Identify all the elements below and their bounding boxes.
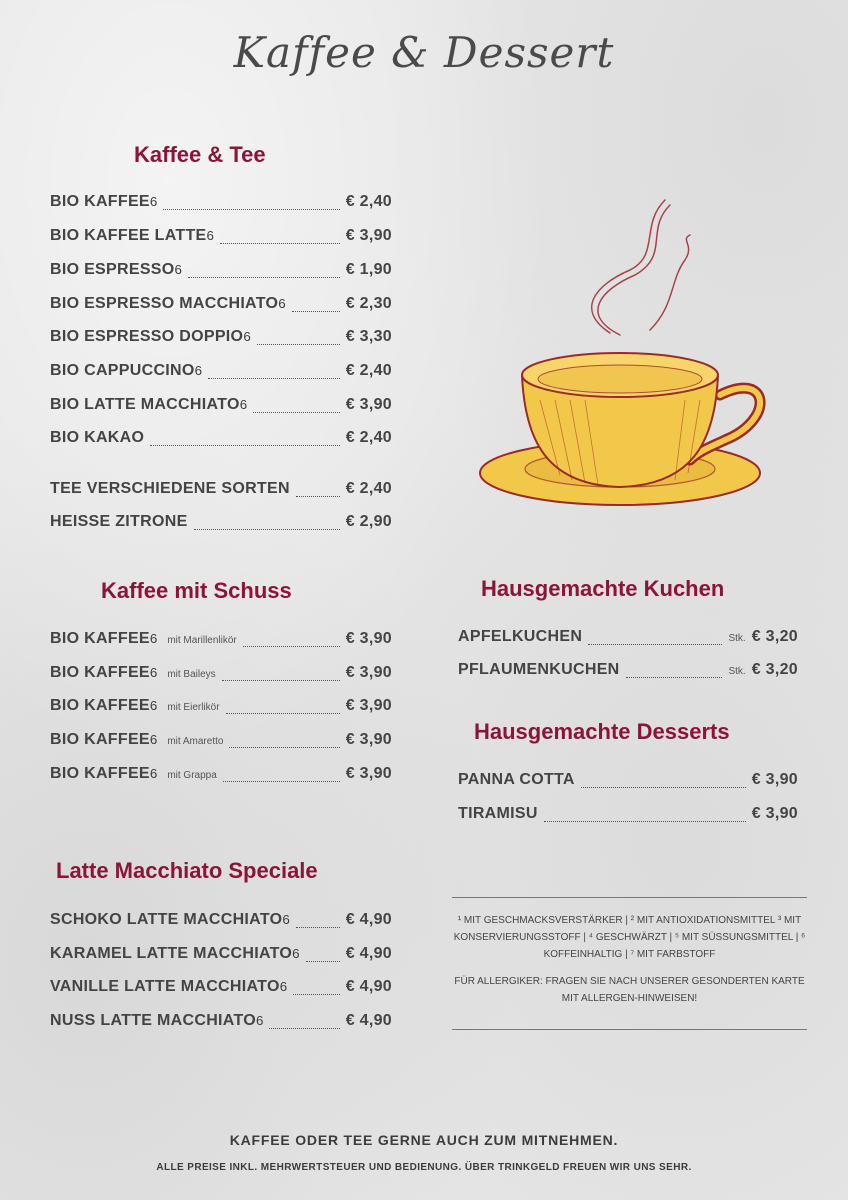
- menu-item-price: € 2,30: [345, 295, 392, 312]
- dot-leader: [222, 680, 340, 681]
- menu-item-name: VANILLE LATTE MACCHIATO: [50, 978, 280, 995]
- menu-item: [50, 429, 392, 451]
- menu-item-variant: mit Eierlikör: [167, 702, 220, 713]
- menu-item-price: € 2,40: [345, 193, 392, 210]
- menu-item: [50, 295, 392, 317]
- allergen-notes: [452, 897, 807, 1030]
- menu-item-name: BIO KAFFEE: [50, 193, 150, 210]
- menu-item-variant: mit Amaretto: [167, 736, 224, 747]
- menu-item-footnote: 6: [279, 979, 288, 994]
- menu-item-name: BIO KAKAO: [50, 429, 145, 446]
- dot-leader: [626, 677, 723, 678]
- dot-leader: [257, 344, 340, 345]
- dot-leader: [229, 747, 339, 748]
- dot-leader: [293, 994, 340, 995]
- menu-title: Kaffee & Dessert: [233, 28, 615, 77]
- dot-leader: [194, 529, 340, 530]
- menu-item: [50, 731, 392, 753]
- dot-leader: [269, 1028, 339, 1029]
- menu-item-footnote: 6: [206, 228, 214, 243]
- menu-item-name: BIO KAFFEE: [50, 731, 150, 748]
- allergy-note: FÜR ALLERGIKER: FRAGEN SIE NACH UNSERER GESONDERTEN KARTE MIT ALLERGEN-HINWEISEN!: [454, 976, 805, 1004]
- menu-item: [50, 396, 392, 418]
- menu-item: [458, 628, 798, 650]
- menu-item: [50, 513, 392, 535]
- menu-item-footnote: 6: [149, 766, 158, 781]
- menu-item-name: BIO KAFFEE: [50, 697, 150, 714]
- dot-leader: [292, 311, 340, 312]
- menu-item: [50, 765, 392, 787]
- menu-item: [50, 480, 392, 502]
- menu-item-name: TEE VERSCHIEDENE SORTEN: [50, 480, 290, 497]
- menu-item: [50, 328, 392, 350]
- menu-item: [50, 193, 392, 215]
- menu-item-price: € 2,40: [345, 480, 392, 497]
- additives-note: ¹ MIT GESCHMACKSVERSTÄRKER | ² MIT ANTIOXIDATIONSMITTEL ³ MIT KONSERVIERUNGSSTOFF | ⁴ GESCHWÄRZT | ⁵ MIT SÜSSUNGSMITTEL | ⁶ KOFFEINHALTIG | ⁷ MIT FARBSTOFF: [453, 915, 806, 960]
- menu-item-name: PFLAUMENKUCHEN: [458, 661, 620, 678]
- dot-leader: [163, 209, 339, 210]
- menu-item-price: € 3,90: [751, 805, 798, 822]
- menu-item-footnote: 6: [149, 631, 158, 646]
- menu-item: [458, 661, 798, 683]
- menu-item: [50, 697, 392, 719]
- menu-item-price: € 3,90: [345, 630, 392, 647]
- menu-item: [50, 978, 392, 1000]
- dot-leader: [208, 378, 340, 379]
- menu-item-name: TIRAMISU: [458, 805, 538, 822]
- menu-item-name: BIO KAFFEE: [50, 664, 150, 681]
- menu-item-name: SCHOKO LATTE MACCHIATO: [50, 911, 283, 928]
- menu-item-price: € 4,90: [345, 945, 392, 962]
- menu-item-name: HEISSE ZITRONE: [50, 513, 188, 530]
- dot-leader: [588, 644, 722, 645]
- menu-item-price: € 3,90: [345, 697, 392, 714]
- steam-line-1: [598, 205, 670, 335]
- menu-item-variant: mit Baileys: [167, 669, 216, 680]
- menu-item-price: € 3,90: [751, 771, 798, 788]
- menu-item: [50, 362, 392, 384]
- dot-leader: [253, 412, 340, 413]
- menu-item-price: € 3,20: [751, 628, 798, 645]
- section-heading-hausgemachte-desserts: Hausgemachte Desserts: [474, 719, 730, 744]
- menu-item-footnote: 6: [282, 912, 290, 927]
- steam-line-2: [592, 200, 665, 333]
- menu-item-name: BIO KAFFEE LATTE: [50, 227, 207, 244]
- menu-item: [458, 771, 798, 793]
- menu-item-unit: Stk.: [728, 666, 746, 677]
- menu-item-name: KARAMEL LATTE MACCHIATO: [50, 945, 293, 962]
- menu-item-footnote: 6: [149, 194, 158, 209]
- dot-leader: [296, 496, 340, 497]
- menu-item: [50, 911, 392, 933]
- dot-leader: [226, 713, 340, 714]
- menu-item-price: € 4,90: [345, 911, 392, 928]
- menu-item-unit: Stk.: [728, 633, 746, 644]
- section-heading-hausgemachte-kuchen: Hausgemachte Kuchen: [481, 576, 725, 601]
- menu-item-name: BIO ESPRESSO DOPPIO: [50, 328, 244, 345]
- menu-item-price: € 3,20: [751, 661, 798, 678]
- menu-item-footnote: 6: [256, 1013, 264, 1028]
- dot-leader: [306, 961, 340, 962]
- menu-item: [50, 227, 392, 249]
- menu-item-price: € 3,30: [345, 328, 392, 345]
- menu-item: [458, 805, 798, 827]
- menu-item-footnote: 6: [149, 732, 158, 747]
- menu-item-price: € 3,90: [345, 396, 392, 413]
- section-heading-kaffee-tee: Kaffee & Tee: [134, 142, 266, 167]
- menu-item-footnote: 6: [239, 397, 248, 412]
- dot-leader: [544, 821, 746, 822]
- dot-leader: [150, 445, 339, 446]
- coffee-cup-illustration: [470, 195, 770, 525]
- menu-item-name: BIO KAFFEE: [50, 765, 150, 782]
- section-heading-kaffee-mit-schuss: Kaffee mit Schuss: [101, 578, 292, 603]
- menu-item-name: BIO ESPRESSO: [50, 261, 175, 278]
- menu-item-price: € 3,90: [345, 731, 392, 748]
- menu-item: [50, 945, 392, 967]
- menu-item-price: € 2,40: [345, 362, 392, 379]
- menu-item-name: BIO ESPRESSO MACCHIATO: [50, 295, 279, 312]
- menu-item-variant: mit Grappa: [167, 770, 217, 781]
- menu-item-variant: mit Marillenlikör: [167, 635, 237, 646]
- menu-item-name: BIO KAFFEE: [50, 630, 150, 647]
- menu-item: [50, 664, 392, 686]
- dot-leader: [581, 787, 746, 788]
- takeaway-note: KAFFEE ODER TEE GERNE AUCH ZUM MITNEHMEN.: [229, 1132, 619, 1148]
- menu-item-footnote: 6: [174, 262, 182, 277]
- menu-item-price: € 4,90: [345, 978, 392, 995]
- menu-item: [50, 261, 392, 283]
- steam-line-3: [650, 235, 690, 330]
- menu-item-name: BIO LATTE MACCHIATO: [50, 396, 240, 413]
- dot-leader: [296, 927, 340, 928]
- menu-item: [50, 630, 392, 652]
- menu-item-name: PANNA COTTA: [458, 771, 575, 788]
- menu-item-footnote: 6: [243, 329, 251, 344]
- menu-item-footnote: 6: [149, 665, 158, 680]
- menu-item-name: NUSS LATTE MACCHIATO: [50, 1012, 256, 1029]
- menu-item-price: € 3,90: [345, 227, 392, 244]
- menu-item-name: APFELKUCHEN: [458, 628, 583, 645]
- menu-item-footnote: 6: [278, 296, 286, 311]
- menu-item-footnote: 6: [292, 946, 300, 961]
- menu-item-footnote: 6: [149, 698, 158, 713]
- dot-leader: [220, 243, 340, 244]
- price-note: ALLE PREISE INKL. MEHRWERTSTEUER UND BEDIENUNG. ÜBER TRINKGELD FREUEN WIR UNS SEHR.: [156, 1162, 692, 1173]
- dot-leader: [223, 781, 340, 782]
- dot-leader: [243, 646, 340, 647]
- menu-item-footnote: 6: [194, 363, 203, 378]
- section-heading-latte-macchiato-speciale: Latte Macchiato Speciale: [56, 858, 318, 883]
- menu-item-price: € 2,40: [345, 429, 392, 446]
- menu-item: [50, 1012, 392, 1034]
- menu-item-price: € 1,90: [345, 261, 392, 278]
- menu-item-price: € 4,90: [345, 1012, 392, 1029]
- menu-item-price: € 3,90: [345, 765, 392, 782]
- menu-item-name: BIO CAPPUCCINO: [50, 362, 195, 379]
- menu-item-price: € 3,90: [345, 664, 392, 681]
- dot-leader: [188, 277, 340, 278]
- menu-item-price: € 2,90: [345, 513, 392, 530]
